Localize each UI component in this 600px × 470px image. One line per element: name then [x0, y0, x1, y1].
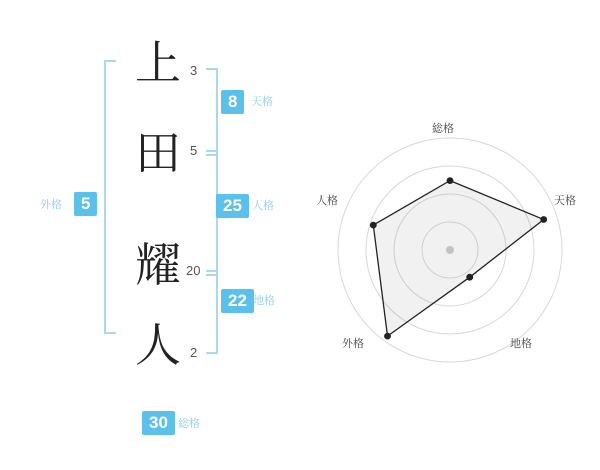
stroke-count-1: 3: [190, 63, 198, 78]
radar-axis-label-jinkaku: 人格: [316, 194, 338, 207]
chip-tenkaku-value: 8: [221, 90, 244, 114]
radar-axis-label-gaikaku: 外格: [342, 337, 364, 350]
stroke-count-4: 2: [190, 345, 198, 360]
bracket-gaikaku: [104, 60, 116, 334]
stroke-count-2: 5: [190, 143, 198, 158]
chip-gaikaku-value: 5: [74, 192, 97, 216]
bracket-tenkaku: [206, 68, 218, 156]
chip-jinkaku-label: 人格: [252, 199, 274, 212]
chip-soukaku-label: 総格: [178, 417, 200, 430]
radar-axis-label-soukaku: 総格: [432, 122, 454, 135]
radar-chart: [310, 110, 590, 390]
chip-tenkaku-label: 天格: [251, 95, 273, 108]
chip-chikaku-value: 22: [221, 289, 254, 313]
radar-axis-label-chikaku: 地格: [510, 337, 532, 350]
kanji-char-4: 人: [135, 318, 181, 372]
kanji-char-3: 耀: [135, 238, 181, 292]
chip-gaikaku-label: 外格: [40, 198, 62, 211]
stroke-count-3: 20: [186, 263, 201, 278]
chip-jinkaku-value: 25: [216, 194, 249, 218]
bracket-chikaku: [206, 270, 218, 354]
kanji-char-1: 上: [135, 36, 181, 90]
radar-axis-label-tenkaku: 天格: [554, 194, 576, 207]
chip-soukaku-value: 30: [142, 411, 175, 435]
chip-chikaku-label: 地格: [253, 294, 275, 307]
kanji-char-2: 田: [135, 126, 181, 180]
